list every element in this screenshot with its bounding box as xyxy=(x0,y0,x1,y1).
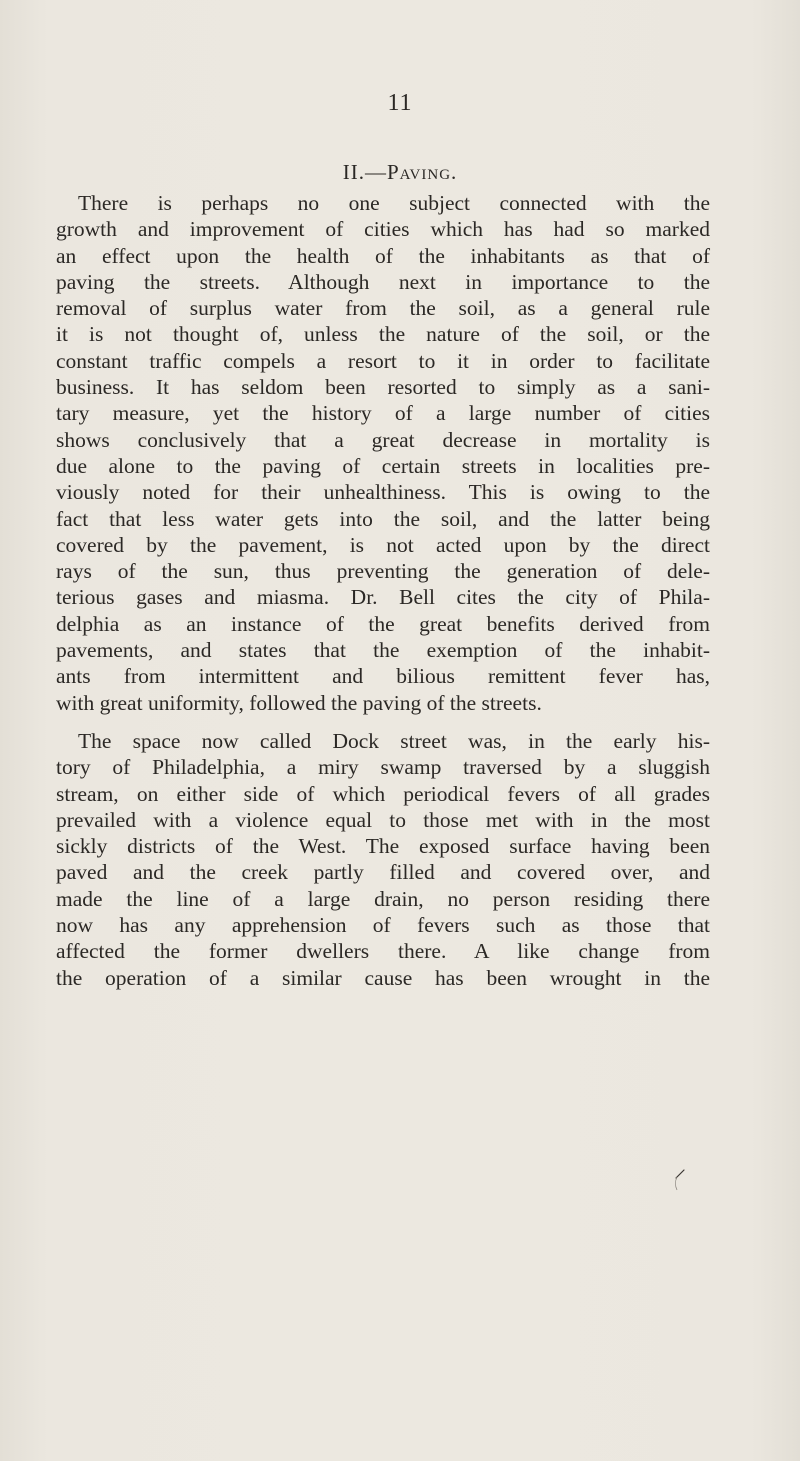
text-line: shows conclusively that a great decrease in mortality is xyxy=(56,427,710,452)
text-line: The space now called Dock street was, in the early his- xyxy=(78,728,710,753)
text-line: paving the streets. Although next in importance to the xyxy=(56,269,710,294)
text-line: pavements, and states that the exemption of the inhabit- xyxy=(56,638,710,663)
text-line: now has any apprehension of fevers such as those that xyxy=(56,913,710,938)
text-line: stream, on either side of which periodical fevers of all grades xyxy=(56,781,710,806)
text-line: business. It has seldom been resorted to simply as a sani- xyxy=(56,375,710,400)
text-line: delphia as an instance of the great benefits derived from xyxy=(56,611,710,636)
text-line: terious gases and miasma. Dr. Bell cites the city of Phila- xyxy=(56,585,710,610)
stray-ink-mark xyxy=(672,1168,686,1192)
text-line: growth and improvement of cities which has had so marked xyxy=(56,217,710,242)
text-line: tary measure, yet the history of a large number of cities xyxy=(56,401,710,426)
text-line: prevailed with a violence equal to those met with in the most xyxy=(56,807,710,832)
text-line: paved and the creek partly filled and covered over, and xyxy=(56,860,710,885)
text-line: due alone to the paving of certain streets in localities pre- xyxy=(56,453,710,478)
text-line: tory of Philadelphia, a miry swamp traversed by a sluggish xyxy=(56,755,710,780)
text-line: rays of the sun, thus preventing the generation of dele- xyxy=(56,559,710,584)
text-line: viously noted for their unhealthiness. This is owing to the xyxy=(56,480,710,505)
body-text xyxy=(56,190,710,991)
text-line: There is perhaps no one subject connected with the xyxy=(78,191,710,215)
text-line: sickly districts of the West. The exposed surface having been xyxy=(56,834,710,859)
section-title: II.—Paving. xyxy=(342,160,458,184)
text-line: constant traffic compels a resort to it in order to facilitate xyxy=(56,348,710,373)
paragraph-gap xyxy=(56,716,710,728)
text-line: removal of surplus water from the soil, as a general rule xyxy=(56,296,710,321)
text-line: affected the former dwellers there. A like change from xyxy=(56,939,710,964)
text-line: covered by the pavement, is not acted upon by the direct xyxy=(56,532,710,557)
text-line: an effect upon the health of the inhabitants as that of xyxy=(56,243,710,268)
page-number: 11 xyxy=(387,90,413,116)
text-line: ants from intermittent and bilious remittent fever has, xyxy=(56,664,710,689)
text-line: it is not thought of, unless the nature of the soil, or the xyxy=(56,322,710,347)
text-line: with great uniformity, followed the paving of the streets. xyxy=(56,690,542,715)
text-line: made the line of a large drain, no person residing there xyxy=(56,886,710,911)
text-line: the operation of a similar cause has been wrought in the xyxy=(56,965,710,990)
text-line: fact that less water gets into the soil, and the latter being xyxy=(56,506,710,531)
